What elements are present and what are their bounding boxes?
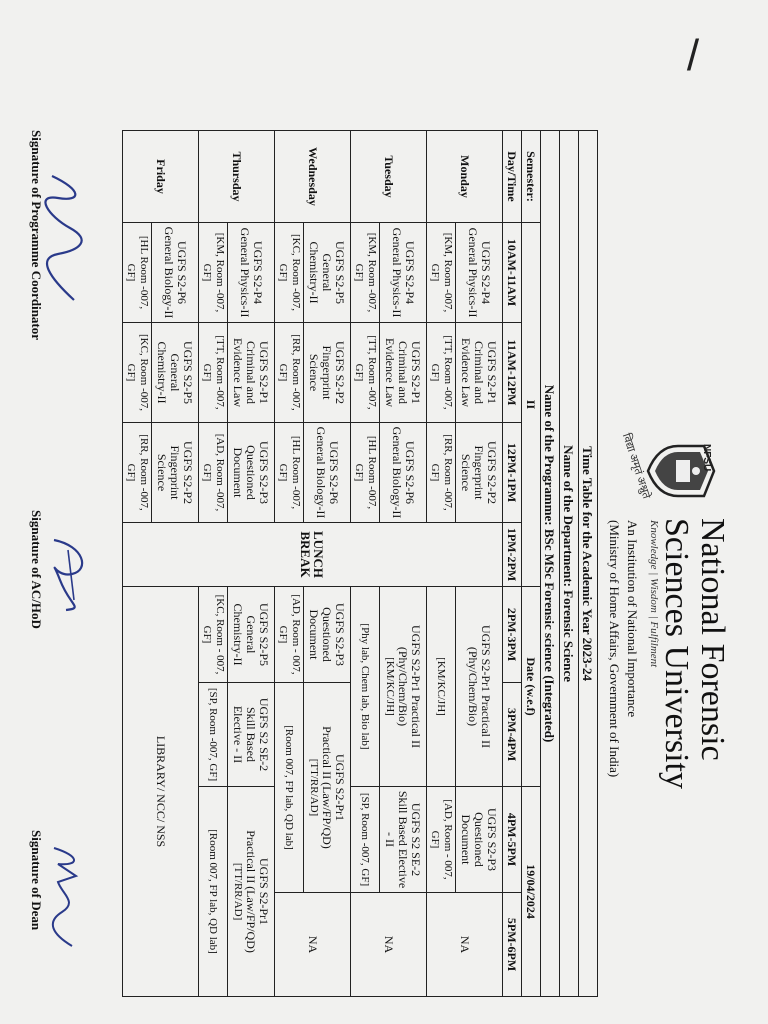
class-cell: UGFS S2-P1 Criminal and Evidence Law [380, 323, 427, 423]
institution-line: An Institution of National Importance [625, 520, 640, 718]
date-label: Date (w.e.f) [522, 587, 541, 787]
class-cell: UGFS S2-Pr1 Practical II (Law/FP/QD) [TT/RR/AD] [228, 787, 275, 997]
class-cell: UGFS S2-P5 General Chemistry-II [228, 587, 275, 683]
coordinator-signature-icon [42, 170, 88, 310]
room-cell: [Room 007, FP lab, QD lab] [275, 683, 304, 893]
university-logo [646, 440, 718, 502]
day-friday: Friday [123, 131, 199, 223]
room-cell: [KC, Room - 007, GF] [199, 587, 228, 683]
class-cell: UGFS S2-P1 Criminal and Evidence Law [456, 323, 503, 423]
class-cell: UGFS S2-P5 General Chemistry-II [304, 223, 351, 323]
semester-label: Semester: [522, 131, 541, 223]
room-cell: [AD, Room - 007, GF] [275, 587, 304, 683]
room-cell: [KM/KC/JH] [427, 587, 456, 787]
day-wednesday: Wednesday [275, 131, 351, 223]
room-cell: [TT, Room -007, GF] [351, 323, 380, 423]
semester-value: II [522, 223, 541, 587]
date-value: 19/04/2024 [522, 787, 541, 997]
room-cell: [TT, Room -007, GF] [427, 323, 456, 423]
na-cell: NA [351, 893, 427, 997]
room-cell: [HL Room -007, GF] [123, 223, 152, 323]
room-cell: [Phy lab, Chem lab, Bio lab] [351, 587, 380, 787]
room-cell: [KM, Room -007, GF] [199, 223, 228, 323]
day-monday: Monday [427, 131, 503, 223]
slot-header: 1PM-2PM [503, 523, 522, 587]
programme-name: Name of the Programme: BSc MSc Forensic science (Integrated) [541, 131, 560, 997]
room-cell: [SP, Room -007, GF] [351, 787, 380, 893]
class-cell: UGFS S2-P3 Questioned Document [304, 587, 351, 683]
logo-motto: विद्या अमृतं अश्नुते [619, 431, 653, 501]
class-cell: UGFS S2-P2 Fingerprint Science [456, 423, 503, 523]
day-thursday: Thursday [199, 131, 275, 223]
hod-signature-label: Signature of AC/HoD [29, 510, 44, 629]
slot-header: 2PM-3PM [503, 587, 522, 683]
dean-signature-label: Signature of Dean [29, 830, 44, 931]
dean-signature-icon [44, 842, 88, 952]
room-cell: [AD, Room - 007, GF] [427, 787, 456, 893]
room-cell: [KC, Room -007, GF] [275, 223, 304, 323]
table-row [456, 131, 503, 997]
coordinator-signature-label: Signature of Programme Coordinator [29, 130, 44, 341]
department-name: Name of the Department: Forensic Science [560, 131, 579, 997]
class-cell: UGFS S2-P4 General Physics-II [380, 223, 427, 323]
university-name-line1: National Forensic [694, 518, 731, 761]
slot-header: 5PM-6PM [503, 893, 522, 997]
class-cell: UGFS S2-Pr1 Practical II (Law/FP/QD) [TT/RR/AD] [304, 683, 351, 893]
room-cell: [KM, Room -007, GF] [351, 223, 380, 323]
class-cell: UGFS S2-P1 Criminal and Evidence Law [228, 323, 275, 423]
class-cell: UGFS S2-P2 Fingerprint Science [152, 423, 199, 523]
class-cell: UGFS S2-P4 General Physics-II [228, 223, 275, 323]
university-name [658, 518, 730, 789]
slot-header: 4PM-5PM [503, 787, 522, 893]
room-cell: [KM, Room -007, GF] [427, 223, 456, 323]
day-tuesday: Tuesday [351, 131, 427, 223]
lunch-break: LUNCH BREAK [123, 523, 503, 587]
slot-header: 12PM-1PM [503, 423, 522, 523]
signature-row [24, 130, 48, 996]
room-cell: [AD, Room -007, GF] [199, 423, 228, 523]
class-cell: UGFS S2-P2 Fingerprint Science [304, 323, 351, 423]
class-cell: UGFS S2-P6 General Biology-II [304, 423, 351, 523]
timetable-sheet [20, 20, 748, 1004]
class-cell: UGFS S2-Pr1 Practical II (Phy/Chem/Bio) [KM/KC/JH] [380, 587, 427, 787]
hod-signature-icon [42, 530, 94, 620]
class-cell: UGFS S2-P6 General Biology-II [380, 423, 427, 523]
day-time-header: Day/Time [503, 131, 522, 223]
room-cell: [Room 007, FP lab, QD lab] [199, 787, 228, 997]
room-cell: [SP, Room -007, GF] [199, 683, 228, 787]
class-cell: UGFS S2-P5 General Chemistry-II [152, 323, 199, 423]
room-cell: [HL Room -007, GF] [351, 423, 380, 523]
na-cell: NA [427, 893, 503, 997]
class-cell: UGFS S2-P3 Questioned Document [228, 423, 275, 523]
room-cell: [RR, Room -007, GF] [123, 423, 152, 523]
class-cell: UGFS S2-P6 General Biology-II [152, 223, 199, 323]
class-cell: UGFS S2 SE-2 Skill Based Elective - II [228, 683, 275, 787]
room-cell: [TT, Room -007, GF] [199, 323, 228, 423]
university-header [592, 431, 740, 1000]
slot-header: 10AM-11AM [503, 223, 522, 323]
library-cell: LIBRARY/ NCC/ NSS [123, 587, 199, 997]
page-mark: / [686, 31, 700, 81]
na-cell: NA [275, 893, 351, 997]
class-cell: UGFS S2-P3 Questioned Document [456, 787, 503, 893]
room-cell: [KC, Room -007, GF] [123, 323, 152, 423]
class-cell: UGFS S2-Pr1 Practical II (Phy/Chem/Bio) [456, 587, 503, 787]
slot-header: 3PM-4PM [503, 683, 522, 787]
timetable-title: Time Table for the Academic Year 2023-24 [579, 131, 598, 997]
logo-tag: NFSU [701, 444, 712, 472]
room-cell: [RR, Room -007, GF] [275, 323, 304, 423]
university-name-line2: Sciences University [658, 518, 695, 789]
slot-header: 11AM-12PM [503, 323, 522, 423]
class-cell: UGFS S2 SE-2 Skill Based Elective - II [380, 787, 427, 893]
university-tagline: Knowledge | Wisdom | Fulfilment [648, 520, 660, 668]
room-cell: [HL Room -007, GF] [275, 423, 304, 523]
ministry-line: (Ministry of Home Affairs, Government of India) [607, 520, 622, 778]
timetable [122, 130, 598, 997]
class-cell: UGFS S2-P4 General Physics-II [456, 223, 503, 323]
room-cell: [RR, Room -007, GF] [427, 423, 456, 523]
